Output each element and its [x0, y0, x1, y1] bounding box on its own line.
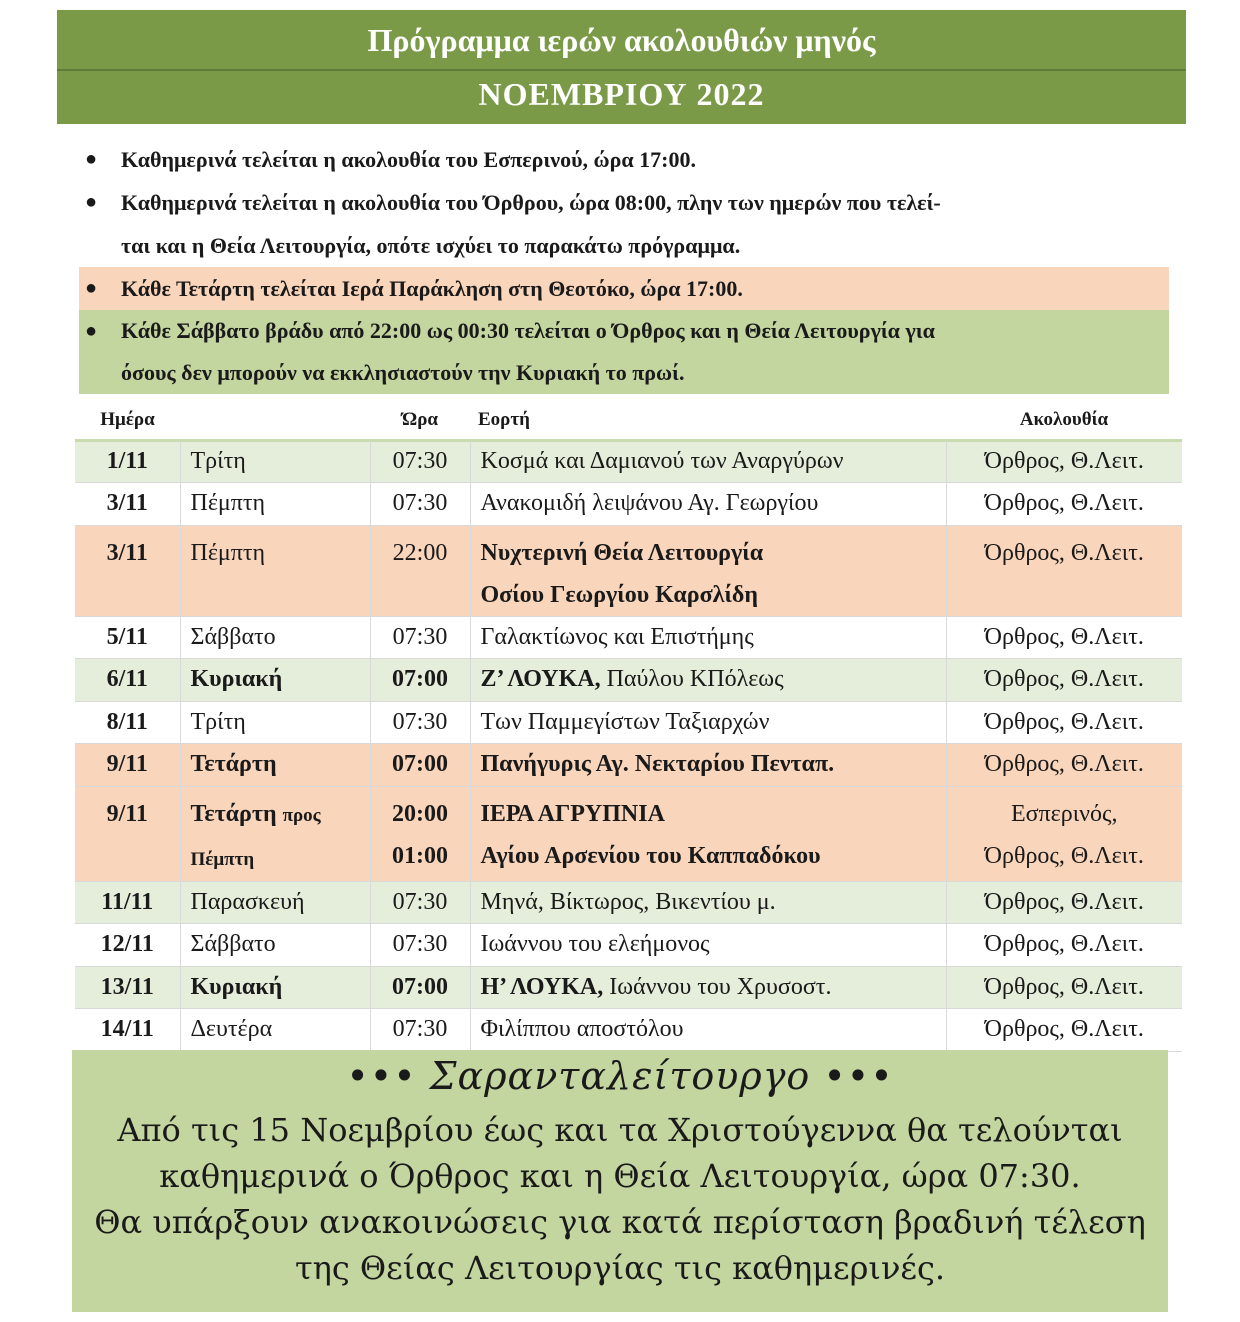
notice-paraklesis: ● Κάθε Τετάρτη τελείται Ιερά Παράκληση στη Θεοτόκο, ώρα 17:00. [79, 267, 1169, 310]
notice-saturday-night: ● Κάθε Σάββατο βράδυ από 22:00 ως 00:30 τελείται ο Όρθρος και η Θεία Λειτουργία για όσους δεν μπορούν να εκκλησιαστούν την Κυριακή το πρωί. [79, 310, 1169, 394]
bullet-icon: ● [85, 320, 98, 342]
table-row: 6/11 Κυριακή 07:00 Ζ’ ΛΟΥΚΑ, Παύλου ΚΠόλεως Όρθρος, Θ.Λειτ. [75, 659, 1182, 702]
notice-matins: ● Καθημερινά τελείται η ακολουθία του Όρθρου, ώρα 08:00, πλην των ημερών που τελεί- ται και η Θεία Λειτουργία, οπότε ισχύει το παρακάτω πρόγραμμα. [79, 181, 1169, 267]
page-header [57, 10, 1186, 124]
header-date: Ημέρα [100, 409, 155, 431]
bullet-icon: ● [85, 148, 98, 170]
table-row: 3/11 Πέμπτη 22:00 Νυχτερινή Θεία Λειτουργία Οσίου Γεωργίου Καρσλίδη Όρθρος, Θ.Λειτ. [75, 525, 1182, 616]
bullet-icon: ● [85, 191, 98, 213]
table-row: 12/11 Σάββατο 07:30 Ιωάννου του ελεήμονος Όρθρος, Θ.Λειτ. [75, 924, 1182, 967]
header-time: Ώρα [402, 409, 438, 431]
header-service: Ακολουθία [1019, 409, 1109, 431]
table-row: 11/11 Παρασκευή 07:30 Μηνά, Βίκτωρος, Βικεντίου μ. Όρθρος, Θ.Λειτ. [75, 881, 1182, 924]
table-row: 8/11 Τρίτη 07:30 Των Παμμεγίστων Ταξιαρχών Όρθρος, Θ.Λειτ. [75, 701, 1182, 744]
header-month: ΝΟΕΜΒΡΙΟΥ 2022 [478, 76, 765, 112]
notice-title: ••• Σαρανταλείτουργο ••• [346, 1054, 894, 1098]
header-feast: Εορτή [478, 409, 530, 431]
table-header-row [75, 402, 1182, 440]
table-row: 1/11 Τρίτη 07:30 Κοσμά και Δαμιανού των Αναργύρων Όρθρος, Θ.Λειτ. [75, 440, 1182, 483]
table-row: 14/11 Δευτέρα 07:30 Φιλίππου αποστόλου Όρθρος, Θ.Λειτ. [75, 1009, 1182, 1052]
table-row: 9/11 Τετάρτη προς Πέμπτη 20:00 01:00 ΙΕΡΑ ΑΓΡΥΠΝΙΑ Αγίου Αρσενίου του Καππαδόκου Εσπερινός, Όρθρος, Θ.Λειτ. [75, 786, 1182, 881]
table-row: 9/11 Τετάρτη 07:00 Πανήγυρις Αγ. Νεκταρίου Πενταπ. Όρθρος, Θ.Λειτ. [75, 744, 1182, 787]
forty-liturgies-notice [72, 1050, 1168, 1312]
notice-vespers: ● Καθημερινά τελείται η ακολουθία του Εσπερινού, ώρα 17:00. [79, 138, 1169, 181]
notice-text: Από τις 15 Νοεμβρίου έως και τα Χριστούγεννα θα τελούνται καθημερινά ο Όρθρος και η Θεία Λειτουργία, ώρα 07:30. Θα υπάρξουν ανακοινώσεις για κατά περίσταση βραδινή τέλεση της Θείας Λειτουργίας τις καθημερινές. [94, 1111, 1146, 1287]
bullet-icon: ● [85, 277, 98, 299]
notices-list [79, 138, 1169, 394]
header-divider [57, 69, 1186, 71]
schedule-table [75, 402, 1182, 1052]
table-row: 13/11 Κυριακή 07:00 Η’ ΛΟΥΚΑ, Ιωάννου του Χρυσοστ. Όρθρος, Θ.Λειτ. [75, 966, 1182, 1009]
table-row: 3/11 Πέμπτη 07:30 Ανακομιδή λειψάνου Αγ. Γεωργίου Όρθρος, Θ.Λειτ. [75, 483, 1182, 526]
header-title: Πρόγραμμα ιερών ακολουθιών μηνός [367, 22, 876, 58]
table-row: 5/11 Σάββατο 07:30 Γαλακτίωνος και Επιστήμης Όρθρος, Θ.Λειτ. [75, 616, 1182, 659]
